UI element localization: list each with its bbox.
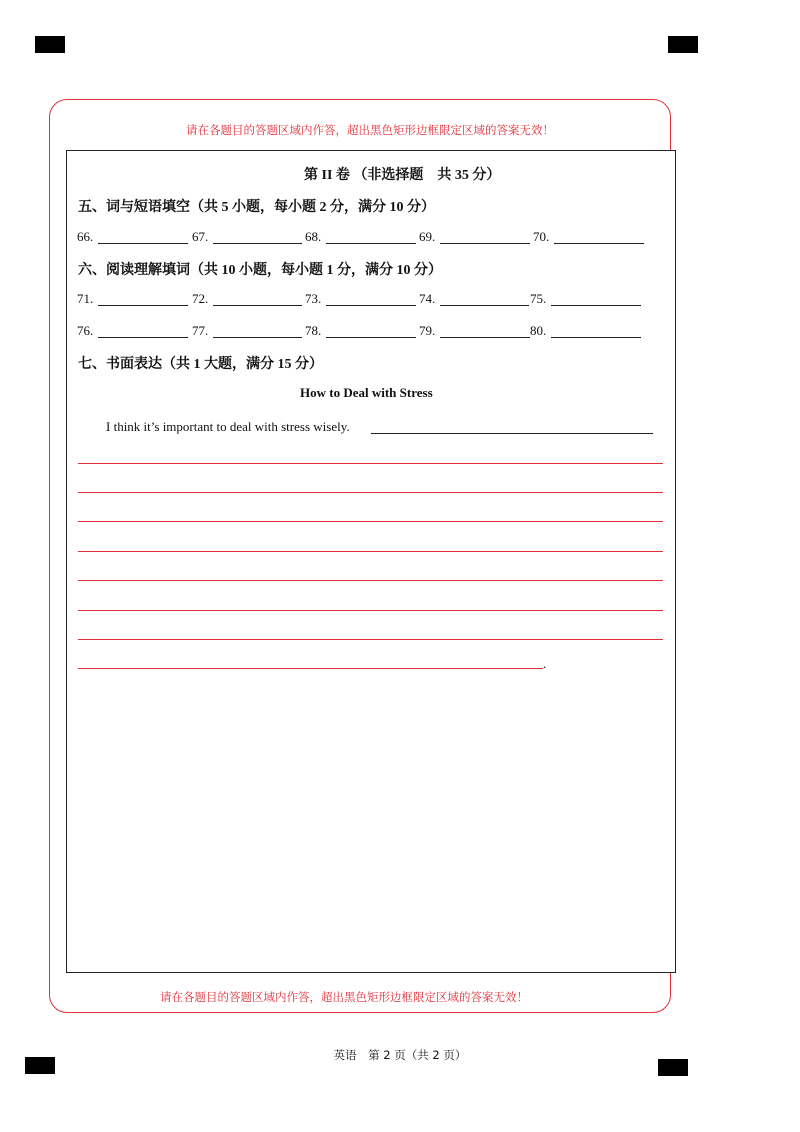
q66-number: 66. xyxy=(77,229,94,244)
q74-number: 74. xyxy=(419,291,436,306)
q70-answer-blank[interactable] xyxy=(554,243,644,244)
q74-answer-blank[interactable] xyxy=(440,305,529,306)
essay-title: How to Deal with Stress xyxy=(300,385,433,400)
q80-number: 80. xyxy=(530,323,547,338)
writing-line[interactable] xyxy=(78,639,663,640)
section7-heading: 七、书面表达（共 1 大题，满分 15 分） xyxy=(78,357,323,372)
q80-answer-blank[interactable] xyxy=(551,337,641,338)
essay-opening-sentence: I think it’s important to deal with stress wisely. xyxy=(106,419,350,434)
writing-line[interactable] xyxy=(78,463,663,464)
q67-number: 67. xyxy=(192,229,209,244)
q66-answer-blank[interactable] xyxy=(98,243,188,244)
writing-line[interactable] xyxy=(78,610,663,611)
q77-number: 77. xyxy=(192,323,209,338)
page-footer: 英语 第 2 页（共 2 页） xyxy=(333,1048,467,1062)
q72-number: 72. xyxy=(192,291,209,306)
q76-answer-blank[interactable] xyxy=(98,337,188,338)
writing-line[interactable] xyxy=(78,580,663,581)
writing-line[interactable] xyxy=(78,551,663,552)
q75-number: 75. xyxy=(530,291,547,306)
q78-number: 78. xyxy=(305,323,322,338)
q79-answer-blank[interactable] xyxy=(440,337,530,338)
q67-answer-blank[interactable] xyxy=(213,243,302,244)
registration-mark-top-left xyxy=(35,36,65,53)
registration-mark-top-right xyxy=(668,36,698,53)
q68-answer-blank[interactable] xyxy=(326,243,416,244)
q72-answer-blank[interactable] xyxy=(213,305,302,306)
paper-title: 第 II 卷 （非选择题 共 35 分） xyxy=(304,168,501,183)
q68-number: 68. xyxy=(305,229,322,244)
q71-answer-blank[interactable] xyxy=(98,305,188,306)
q77-answer-blank[interactable] xyxy=(213,337,302,338)
notice-top: 请在各题目的答题区域内作答，超出黑色矩形边框限定区域的答案无效！ xyxy=(186,123,554,137)
q70-number: 70. xyxy=(533,229,550,244)
section6-heading: 六、阅读理解填词（共 10 小题，每小题 1 分，满分 10 分） xyxy=(78,263,442,278)
q75-answer-blank[interactable] xyxy=(551,305,641,306)
q73-number: 73. xyxy=(305,291,322,306)
essay-end-period: . xyxy=(543,656,547,671)
q69-answer-blank[interactable] xyxy=(440,243,530,244)
essay-first-line-blank[interactable] xyxy=(371,433,653,434)
writing-line-last[interactable] xyxy=(78,668,543,669)
writing-line[interactable] xyxy=(78,492,663,493)
q79-number: 79. xyxy=(419,323,436,338)
notice-bottom: 请在各题目的答题区域内作答，超出黑色矩形边框限定区域的答案无效！ xyxy=(160,990,528,1004)
answer-box xyxy=(66,150,676,973)
q78-answer-blank[interactable] xyxy=(326,337,416,338)
q69-number: 69. xyxy=(419,229,436,244)
q71-number: 71. xyxy=(77,291,94,306)
q76-number: 76. xyxy=(77,323,94,338)
writing-line[interactable] xyxy=(78,521,663,522)
section5-heading: 五、词与短语填空（共 5 小题，每小题 2 分，满分 10 分） xyxy=(78,200,435,215)
q73-answer-blank[interactable] xyxy=(326,305,416,306)
